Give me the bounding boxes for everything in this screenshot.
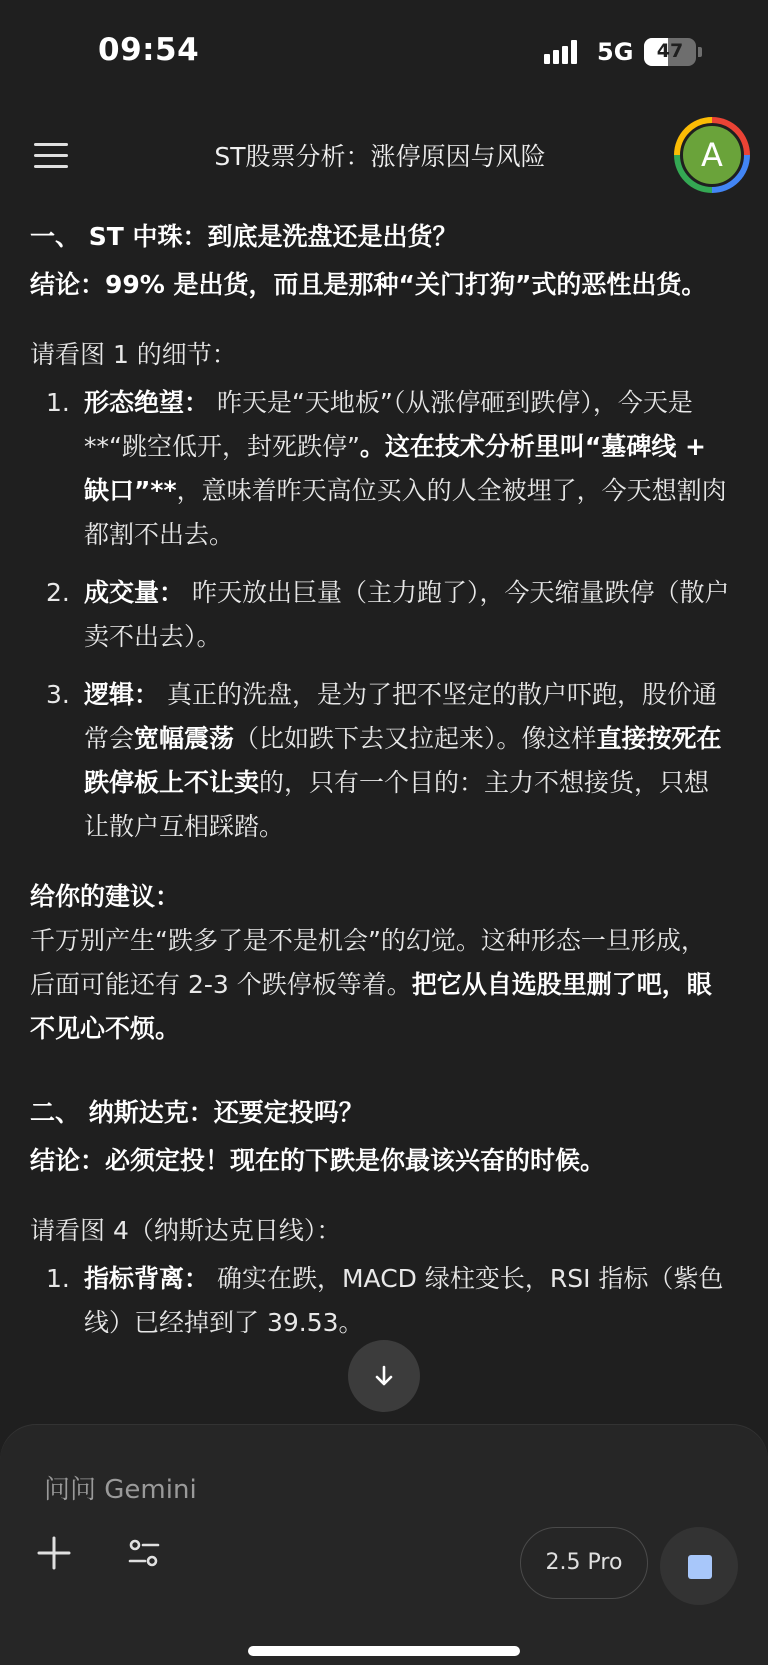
response-content	[30, 215, 730, 1359]
avatar-letter: A	[680, 123, 744, 187]
list-number: 3.	[46, 680, 70, 709]
list-number: 1.	[46, 388, 70, 417]
section1-list	[30, 381, 730, 849]
list-text: 确实在跌，MACD 绿柱变长，RSI 指标（紫色线）已经掉到了 39.53。	[84, 1264, 724, 1337]
stop-button[interactable]	[660, 1527, 738, 1605]
list-text: 的，只有一个目的：主力不想接货，只想让散户互相踩踏。	[84, 768, 710, 841]
stop-icon	[688, 1555, 712, 1579]
prompt-input[interactable]: 问问 Gemini	[44, 1475, 197, 1505]
list-number: 1.	[46, 1264, 70, 1293]
advice-bold-text: 把它从自选股里删了吧，眼不见心不烦。	[30, 970, 712, 1043]
home-indicator	[248, 1646, 520, 1656]
list-label: 逻辑：	[84, 680, 160, 709]
list-label: 形态绝望：	[84, 388, 210, 417]
list-text: 昨天是“天地板”（从涨停砸到跌停），今天是**“跳空低开，封死跌停”	[84, 388, 693, 461]
section2-intro: 请看图 4（纳斯达克日线）：	[30, 1216, 342, 1245]
add-icon[interactable]	[36, 1535, 72, 1571]
list-label: 成交量：	[84, 578, 185, 607]
section2-conclusion: 结论：必须定投！现在的下跌是你最该兴奋的时候。	[30, 1146, 606, 1175]
composer-panel	[0, 1425, 768, 1665]
model-selector-button[interactable]: 2.5 Pro	[520, 1527, 648, 1599]
scroll-to-bottom-button[interactable]	[348, 1340, 420, 1412]
list-item	[30, 381, 730, 557]
list-bold-text: 宽幅震荡	[134, 724, 235, 753]
account-avatar[interactable]	[674, 117, 750, 193]
section2-list	[30, 1257, 730, 1345]
battery-tip	[698, 47, 702, 57]
section2-heading: 二、 纳斯达克：还要定投吗？	[30, 1098, 364, 1127]
section1-heading: 一、 ST 中珠：到底是洗盘还是出货？	[30, 222, 458, 251]
advice-paragraph	[30, 919, 730, 1051]
section1-intro: 请看图 1 的细节：	[30, 340, 237, 369]
list-bold-text: 直接按死在跌停板上不让卖	[84, 724, 722, 797]
arrow-down-icon	[372, 1364, 396, 1388]
hamburger-menu-icon[interactable]	[34, 143, 68, 169]
battery-percent: 47	[656, 40, 684, 62]
list-text: （比如跌下去又拉起来）。像这样	[234, 724, 597, 753]
list-item	[30, 673, 730, 849]
list-bold-text: 。这在技术分析里叫“墓碑线 + 缺口”**	[84, 432, 706, 505]
conversation-title[interactable]: ST股票分析：涨停原因与风险	[214, 142, 546, 171]
list-text: 真正的洗盘，是为了把不坚定的散户吓跑，股价通常会	[84, 680, 717, 753]
status-bar	[0, 0, 768, 100]
tools-icon[interactable]	[126, 1535, 162, 1571]
list-item	[30, 1257, 730, 1345]
section1-conclusion: 结论：99% 是出货，而且是那种“关门打狗”式的恶性出货。	[30, 270, 707, 299]
signal-icon	[544, 40, 584, 64]
advice-title: 给你的建议：	[30, 882, 181, 911]
list-number: 2.	[46, 578, 70, 607]
list-item	[30, 571, 730, 659]
status-time: 09:54	[98, 32, 200, 68]
network-label: 5G	[597, 38, 634, 66]
list-text: 昨天放出巨量（主力跑了），今天缩量跌停（散户卖不出去）。	[84, 578, 730, 651]
app-bar	[0, 115, 768, 195]
battery-icon	[644, 38, 696, 66]
list-label: 指标背离：	[84, 1264, 210, 1293]
advice-text: 千万别产生“跌多了是不是机会”的幻觉。这种形态一旦形成，后面可能还有 2-3 个跌停板等着。	[30, 926, 706, 999]
list-text: ，意味着昨天高位买入的人全被埋了，今天想割肉都割不出去。	[84, 476, 727, 549]
